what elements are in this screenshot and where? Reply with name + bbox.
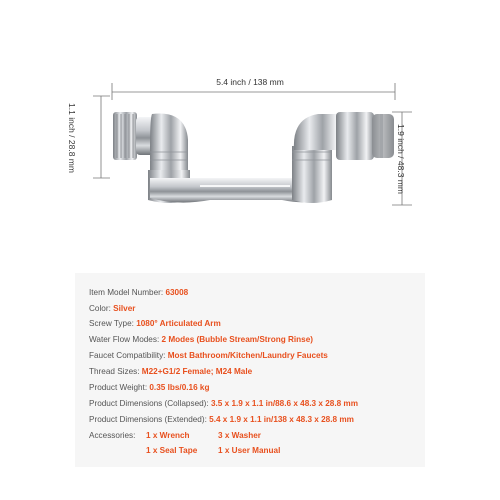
accessory-name: User Manual	[231, 446, 281, 455]
accessory-user-manual	[218, 446, 280, 456]
accessory-name: Wrench	[159, 431, 190, 440]
left-height-dimension-line	[93, 96, 110, 178]
left-height-dimension-label: 1.1 inch / 28.8 mm	[66, 103, 77, 173]
spec-label: Product Dimensions (Extended):	[89, 415, 210, 424]
accessory-qty: 1 x	[146, 446, 158, 455]
accessory-qty: 1 x	[218, 446, 230, 455]
spec-label: Thread Sizes:	[89, 367, 142, 376]
accessory-qty: 1 x	[146, 431, 158, 440]
faucet-aerator-image	[113, 112, 394, 203]
spec-value: 1080° Articulated Arm	[136, 319, 221, 328]
spec-value: 0.35 lbs/0.16 kg	[149, 383, 210, 392]
aerator-head	[336, 112, 374, 160]
spec-value: 5.4 x 1.9 x 1.1 in/138 x 48.3 x 28.8 mm	[209, 415, 354, 424]
spec-dimensions-collapsed	[89, 399, 358, 409]
spec-screw-type	[89, 319, 221, 329]
width-dimension-label: 5.4 inch / 138 mm	[216, 77, 284, 87]
spec-value: 2 Modes (Bubble Stream/Strong Rinse)	[161, 335, 313, 344]
spec-label: Product Weight:	[89, 383, 150, 392]
accessory-qty: 3 x	[218, 431, 230, 440]
spec-color	[89, 304, 135, 314]
spec-thread-sizes	[89, 367, 252, 377]
spec-value: Silver	[113, 304, 136, 313]
spec-value: Most Bathroom/Kitchen/Laundry Faucets	[167, 351, 328, 360]
spec-dimensions-extended	[89, 415, 354, 425]
accessory-wrench	[146, 431, 190, 441]
spec-label: Item Model Number:	[89, 288, 166, 297]
spec-value: 3.5 x 1.9 x 1.1 in/88.6 x 48.3 x 28.8 mm	[210, 399, 358, 408]
spec-label: Product Dimensions (Collapsed):	[89, 399, 211, 408]
spec-label: Faucet Compatibility:	[89, 351, 168, 360]
spec-value: 63008	[165, 288, 189, 297]
accessory-washer	[218, 431, 261, 441]
spec-accessories-label	[89, 431, 135, 441]
spec-value: M22+G1/2 Female; M24 Male	[141, 367, 253, 376]
spec-label: Accessories:	[89, 431, 136, 440]
right-height-dimension-label: 1.9 inch / 48.3 mm	[395, 124, 406, 194]
accessory-name: Washer	[231, 431, 261, 440]
spec-model-number	[89, 288, 188, 298]
spec-water-flow-modes	[89, 335, 313, 345]
spec-label: Screw Type:	[89, 319, 137, 328]
accessory-name: Seal Tape	[159, 446, 198, 455]
spec-label: Color:	[89, 304, 114, 313]
spec-faucet-compatibility	[89, 351, 328, 361]
spec-label: Water Flow Modes:	[89, 335, 162, 344]
spec-product-weight	[89, 383, 209, 393]
accessory-seal-tape	[146, 446, 197, 456]
